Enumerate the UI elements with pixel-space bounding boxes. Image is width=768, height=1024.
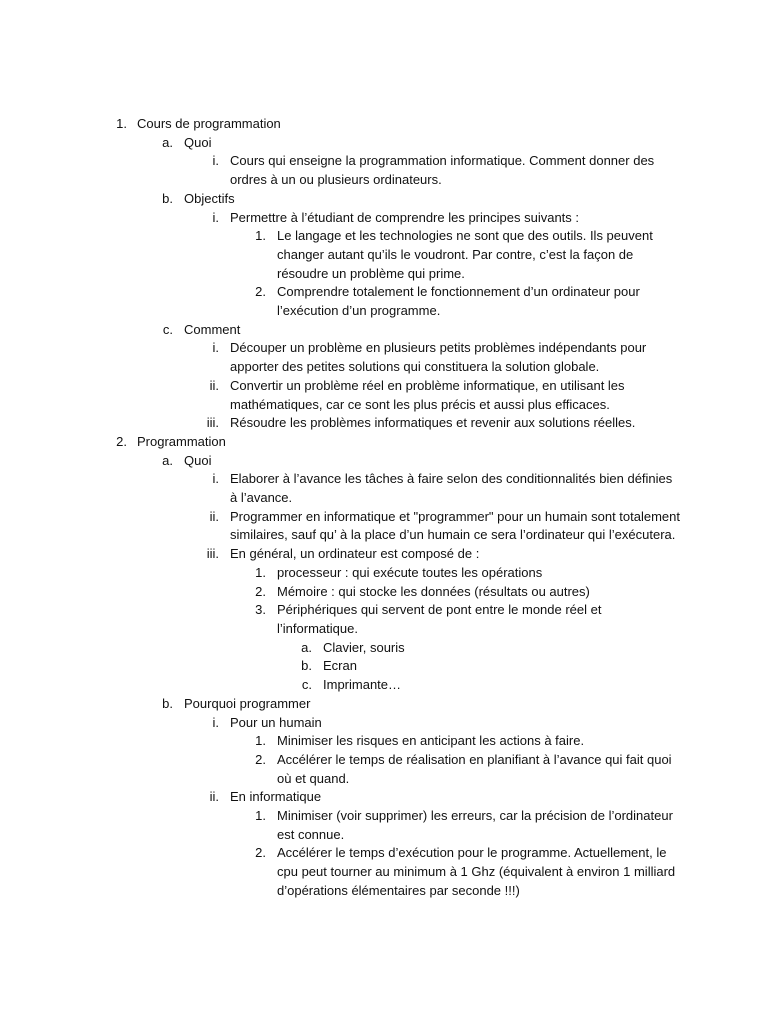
list-item-text: Quoi [184,452,212,468]
outline-item [0,134,768,153]
list-marker: 2. [255,751,266,767]
list-marker: b. [162,190,173,206]
list-marker: 1. [116,116,127,131]
list-item-text: Comment [184,321,241,337]
list-marker: 2. [255,583,266,599]
outline-item [0,807,768,844]
list-item-text: Accélérer le temps de réalisation en planifiant à l’avance qui fait quoi où et quand. [277,751,672,786]
outline-item [0,470,768,507]
outline-item [0,564,768,583]
list-marker: iii. [206,415,219,431]
outline-item [0,751,768,788]
list-marker: 3. [255,602,266,618]
outline-item [0,152,768,189]
list-marker: ii. [209,377,219,393]
outline-item [0,657,768,676]
list-marker: a. [162,452,173,468]
list-item-text: Pour un humain [230,714,322,730]
outline-item [0,508,768,545]
list-marker: 1. [255,228,266,244]
list-item-text: Elaborer à l’avance les tâches à faire selon des conditionnalités bien définies à l’avance. [230,471,673,506]
list-marker: a. [301,639,312,655]
list-item-text: Objectifs [184,190,235,206]
list-item-text: Accélérer le temps d’exécution pour le programme. Actuellement, le cpu peut tourner au minimum à 1 Ghz (équivalent à environ 1 milliard d’opérations élémentaires par seconde !!!) [277,845,676,898]
outline-item [0,377,768,414]
outline-item [0,583,768,602]
list-item-text: Minimiser les risques en anticipant les actions à faire. [277,733,585,749]
list-marker: 1. [255,808,266,824]
outline-item [0,714,768,733]
outline-item [0,115,768,134]
list-marker: 1. [255,733,266,749]
outline-item [0,227,768,283]
outline-item [0,190,768,209]
list-marker: i. [212,714,219,730]
list-marker: ii. [209,508,219,524]
list-item-text: Découper un problème en plusieurs petits problèmes indépendants pour apporter des petites solutions qui constituera la solution globale. [230,340,647,375]
list-item-text: En général, un ordinateur est composé de : [230,546,480,562]
outline-item [0,545,768,564]
list-item-text: Résoudre les problèmes informatiques et revenir aux solutions réelles. [230,415,636,431]
outline-item [0,639,768,658]
list-marker: ii. [209,789,219,805]
outline-item [0,209,768,228]
list-marker: b. [301,658,312,674]
list-item-text: Périphériques qui servent de pont entre le monde réel et l’informatique. [277,602,602,636]
list-item-text: Mémoire : qui stocke les données (résultats ou autres) [277,583,590,599]
list-item-text: Pourquoi programmer [184,695,311,711]
list-item-text: Quoi [184,134,212,150]
outline-item [0,601,768,638]
list-marker: 1. [255,564,266,580]
outline-item [0,283,768,320]
list-item-text: Comprendre totalement le fonctionnement d’un ordinateur pour l’exécution d’un programme. [277,284,640,319]
outline-item [0,788,768,807]
list-item-text: Ecran [323,658,357,674]
list-marker: a. [162,134,173,150]
outline-item [0,695,768,714]
list-marker: i. [212,340,219,356]
list-item-text: Programmation [137,433,226,449]
list-marker: i. [212,209,219,225]
outline-item [0,732,768,751]
list-item-text: Permettre à l’étudiant de comprendre les principes suivants : [230,209,580,225]
list-marker: iii. [206,546,219,562]
list-item-text: Imprimante… [323,677,402,693]
list-item-text: Le langage et les technologies ne sont que des outils. Ils peuvent changer autant qu’ils le voudront. Par contre, c’est la façon de résoudre un problème qui prime. [277,228,653,281]
outline-item [0,844,768,900]
list-item-text: Clavier, souris [323,639,405,655]
list-marker: i. [212,153,219,169]
list-item-text: processeur : qui exécute toutes les opérations [277,564,543,580]
list-marker: i. [212,471,219,487]
list-marker: 2. [255,284,266,300]
outline-item [0,452,768,471]
outline-item [0,414,768,433]
outline-item [0,321,768,340]
outline-item [0,339,768,376]
list-marker: c. [162,321,173,337]
list-marker: 2. [255,845,266,861]
list-item-text: Programmer en informatique et "programmer" pour un humain sont totalement similaires, sauf qu’ à la place d’un humain ce sera l’ordinateur qui l’exécutera. [230,508,680,543]
list-marker: 2. [116,433,127,449]
list-item-text: Cours de programmation [137,116,281,131]
outline-item [0,433,768,452]
list-item-text: Cours qui enseigne la programmation informatique. Comment donner des ordres à un ou plusieurs ordinateurs. [230,153,655,188]
list-item-text: Minimiser (voir supprimer) les erreurs, car la précision de l’ordinateur est connue. [277,808,673,842]
list-marker: c. [301,677,312,693]
list-item-text: En informatique [230,789,322,805]
outline-item [0,676,768,695]
list-marker: b. [162,695,173,711]
outline-list [0,115,768,901]
list-item-text: Convertir un problème réel en problème informatique, en utilisant les mathématiques, car ce sont les plus précis et aussi plus efficaces. [230,377,625,412]
